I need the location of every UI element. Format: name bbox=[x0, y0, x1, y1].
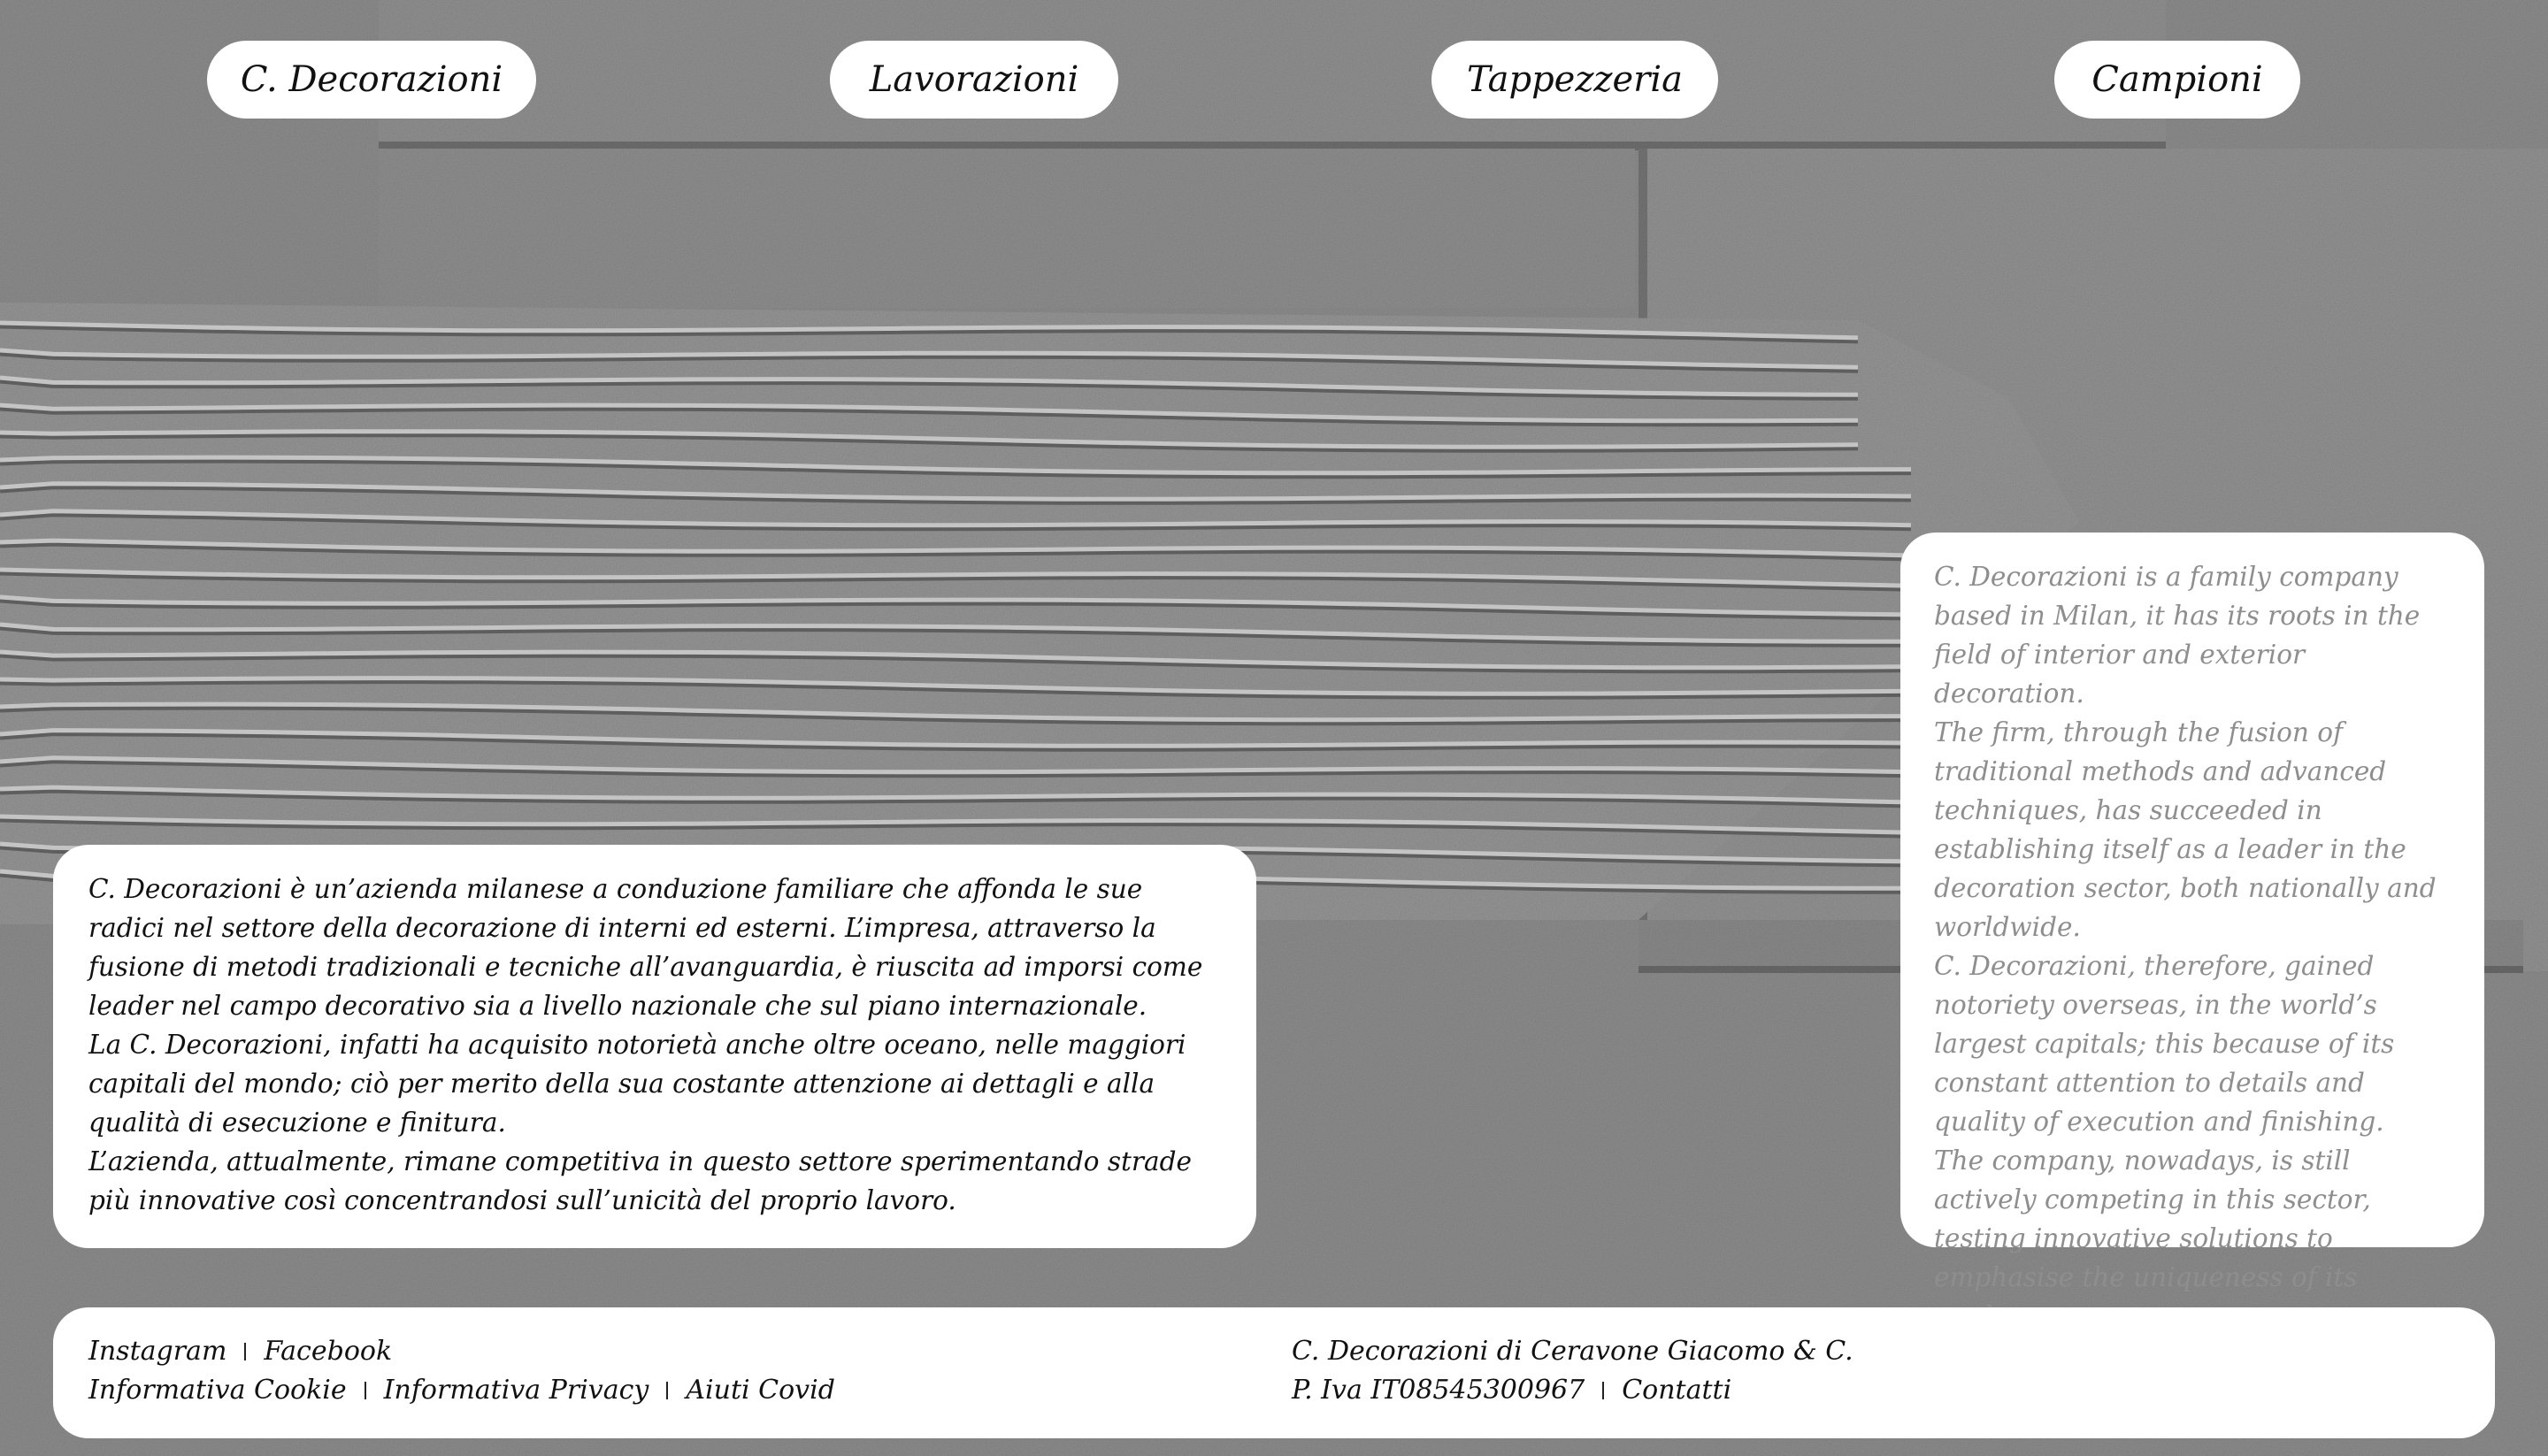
nav-campioni[interactable]: Campioni bbox=[2054, 41, 2300, 119]
about-italian-card bbox=[53, 845, 1256, 1248]
separator bbox=[244, 1343, 246, 1360]
instagram-link[interactable]: Instagram bbox=[88, 1336, 227, 1367]
footer bbox=[53, 1307, 2495, 1438]
cookie-policy-link[interactable]: Informativa Cookie bbox=[88, 1375, 347, 1406]
about-en-paragraph: C. Decorazioni, therefore, gained notoriety overseas, in the world’s largest capitals; this because of its constant attention to details and quality of execution and finishing. bbox=[1934, 951, 2395, 1137]
separator bbox=[1602, 1382, 1604, 1399]
footer-company-info bbox=[1292, 1332, 1853, 1410]
privacy-policy-link[interactable]: Informativa Privacy bbox=[383, 1375, 649, 1406]
nav-c-decorazioni[interactable]: C. Decorazioni bbox=[207, 41, 536, 119]
nav-lavorazioni[interactable]: Lavorazioni bbox=[830, 41, 1118, 119]
about-it-paragraph: L’azienda, attualmente, rimane competitiva in questo settore sperimentando strade più innovative così concentrandosi sull’unicità del proprio lavoro. bbox=[88, 1146, 1192, 1215]
footer-company-row bbox=[1292, 1332, 1853, 1371]
about-it-paragraph: La C. Decorazioni, infatti ha acquisito notorietà anche oltre oceano, nelle maggiori capitali del mondo; ciò per merito della sua costante attenzione ai dettagli e alla qualità di esecuzione e finitura. bbox=[88, 1030, 1186, 1138]
covid-aid-link[interactable]: Aiuti Covid bbox=[686, 1375, 835, 1406]
vat-number: P. Iva IT08545300967 bbox=[1292, 1375, 1585, 1406]
footer-vat-row bbox=[1292, 1371, 1853, 1410]
separator bbox=[365, 1382, 366, 1399]
footer-social-row bbox=[88, 1332, 835, 1371]
about-it-paragraph: C. Decorazioni è un’azienda milanese a conduzione familiare che affonda le sue radici nel settore della decorazione di interni ed esterni. L’impresa, attraverso la fusione di metodi tradizionali e tecniche all’avanguardia, è riuscita ad imporsi come leader nel campo decorativo sia a livello nazionale che sul piano internazionale. bbox=[88, 874, 1203, 1021]
nav-tappezzeria[interactable]: Tappezzeria bbox=[1431, 41, 1718, 119]
footer-links bbox=[88, 1332, 835, 1410]
contacts-link[interactable]: Contatti bbox=[1622, 1375, 1732, 1406]
about-en-paragraph: The company, nowadays, is still actively competing in this sector, testing innovative solutions to emphasise the uniqueness of its bbox=[1934, 1146, 2371, 1292]
company-name: C. Decorazioni di Ceravone Giacomo & C. bbox=[1292, 1336, 1853, 1367]
separator bbox=[666, 1382, 668, 1399]
about-en-paragraph: C. Decorazioni is a family company based in Milan, it has its roots in the field of interior and exterior decoration. bbox=[1934, 562, 2421, 709]
about-english-card bbox=[1900, 533, 2484, 1292]
footer-legal-row bbox=[88, 1371, 835, 1410]
facebook-link[interactable]: Facebook bbox=[264, 1336, 393, 1367]
about-en-paragraph: The firm, through the fusion of traditional methods and advanced techniques, has succeeded in establishing itself as a leader in the decoration sector, both nationally and worldwide. bbox=[1934, 717, 2437, 942]
